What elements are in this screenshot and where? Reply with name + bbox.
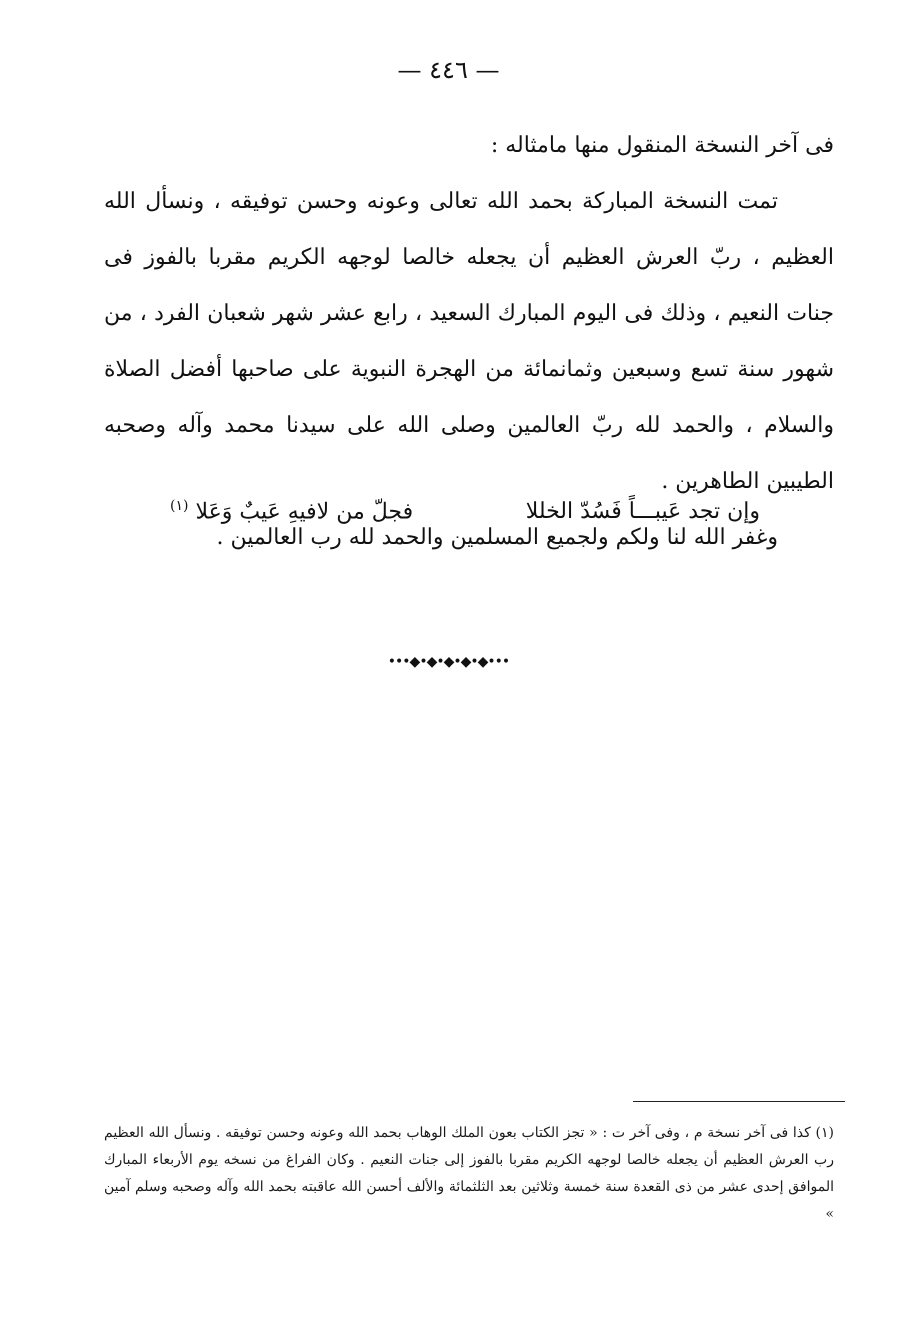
verse-second-hemistich	[170, 498, 413, 524]
footnote-marker: (١)	[170, 498, 189, 514]
footnote-divider	[633, 1101, 845, 1102]
closing-paragraph: وغفر الله لنا ولكم ولجميع المسلمين والحمد لله رب العالمين .	[216, 525, 778, 550]
verse-first-hemistich: وإن تجد عَيبـــاً فَسُدّ الخللا	[525, 499, 760, 525]
poetry-verse	[170, 498, 760, 524]
colophon-paragraph: تمت النسخة المباركة بحمد الله تعالى وعونه وحسن توفيقه ، ونسأل الله العظيم ، ربّ العرش العظيم أن يجعله خالصا لوجهه الكريم مقربا بالفوز فى جنات النعيم ، وذلك فى اليوم المبارك السعيد ، رابع عشر شهر شعبان الفرد ، من شهور سنة تسع وسبعين وثمانمائة من الهجرة النبوية على صاحبها أفضل الصلاة والسلام ، والحمد لله ربّ العالمين وصلى الله على سيدنا محمد وآله وصحبه الطيبين الطاهرين .	[104, 189, 834, 494]
page-number: — ٤٤٦ —	[397, 56, 500, 84]
verse-second-text: فجلّ من لافيهِ عَيبٌ وَعَلا	[195, 499, 414, 525]
intro-paragraph: فى آخر النسخة المنقول منها مامثاله :	[490, 133, 834, 158]
section-ornament: •••◆•◆•◆•◆•◆•••	[387, 654, 510, 670]
footnote: (١) كذا فى آخر نسخة م ، وفى آخر ت : « تجز الكتاب بعون الملك الوهاب بحمد الله وعونه وحسن توفيقه . ونسأل الله العظيم رب العرش العظيم أن يجعله خالصا لوجهه الكريم مقربا بالفوز إلى جنات النعيم . وكان الفراغ من نسخه يوم الأربعاء المبارك الموافق إحدى عشر من ذى القعدة سنة خمسة وثلاثين بعد الثلثمائة والألف أحسن الله عاقبته بحمد الله وآله وصحبه وسلم آمين »	[104, 1125, 835, 1222]
